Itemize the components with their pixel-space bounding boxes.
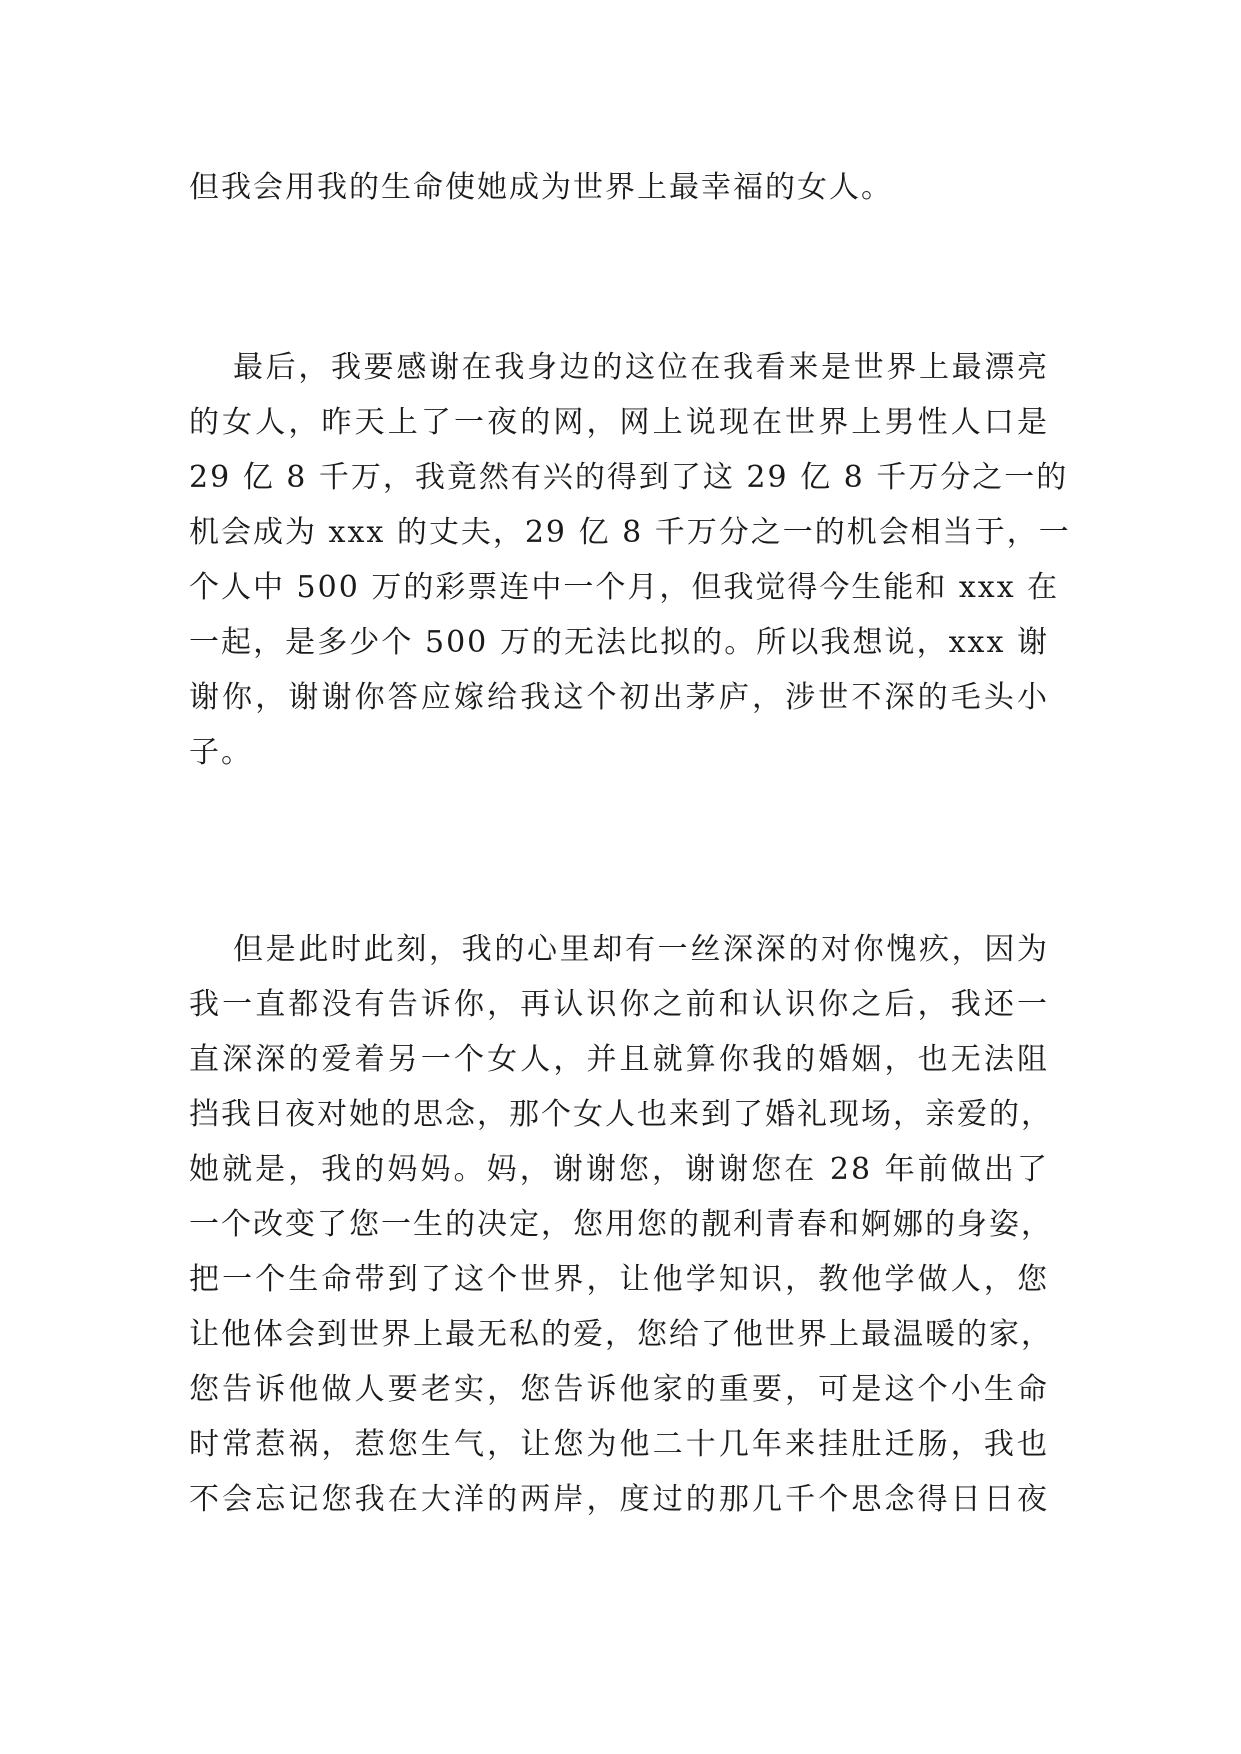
text-line: 机会成为 xxx 的丈夫，29 亿 8 千万分之一的机会相当于，一 — [189, 515, 1071, 550]
text-line: 最后，我要感谢在我身边的这位在我看来是世界上最漂亮 — [233, 350, 1049, 385]
text-line: 但我会用我的生命使她成为世界上最幸福的女人。 — [189, 170, 893, 205]
text-line: 谢你，谢谢你答应嫁给我这个初出茅庐，涉世不深的毛头小 — [189, 680, 1049, 715]
text-line: 不会忘记您我在大洋的两岸，度过的那几千个思念得日日夜 — [189, 1482, 1049, 1517]
text-line: 但是此时此刻，我的心里却有一丝深深的对你愧疚，因为 — [233, 932, 1049, 967]
text-line: 直深深的爱着另一个女人，并且就算你我的婚姻，也无法阻 — [189, 1042, 1049, 1077]
text-line: 个人中 500 万的彩票连中一个月，但我觉得今生能和 xxx 在 — [189, 570, 1060, 605]
text-line: 一个改变了您一生的决定，您用您的靓利青春和婀娜的身姿， — [189, 1207, 1053, 1242]
text-line: 子。 — [189, 735, 253, 770]
paragraph-1 — [189, 160, 1049, 215]
text-line: 她就是，我的妈妈。妈，谢谢您，谢谢您在 28 年前做出了 — [189, 1152, 1049, 1187]
text-line: 时常惹祸，惹您生气，让您为他二十几年来挂肚迁肠，我也 — [189, 1427, 1049, 1462]
paragraph-2 — [189, 340, 1071, 780]
text-line: 挡我日夜对她的思念，那个女人也来到了婚礼现场，亲爱的， — [189, 1097, 1053, 1132]
text-line: 我一直都没有告诉你，再认识你之前和认识你之后，我还一 — [189, 987, 1049, 1022]
text-line: 把一个生命带到了这个世界，让他学知识，教他学做人，您 — [189, 1262, 1049, 1297]
text-line: 让他体会到世界上最无私的爱，您给了他世界上最温暖的家， — [189, 1317, 1053, 1352]
text-line: 29 亿 8 千万，我竟然有兴的得到了这 29 亿 8 千万分之一的 — [189, 460, 1069, 495]
text-line: 的女人，昨天上了一夜的网，网上说现在世界上男性人口是 — [189, 405, 1049, 440]
text-line: 一起，是多少个 500 万的无法比拟的。所以我想说，xxx 谢 — [189, 625, 1049, 660]
paragraph-3 — [189, 922, 1053, 1527]
text-line: 您告诉他做人要老实，您告诉他家的重要，可是这个小生命 — [189, 1372, 1049, 1407]
